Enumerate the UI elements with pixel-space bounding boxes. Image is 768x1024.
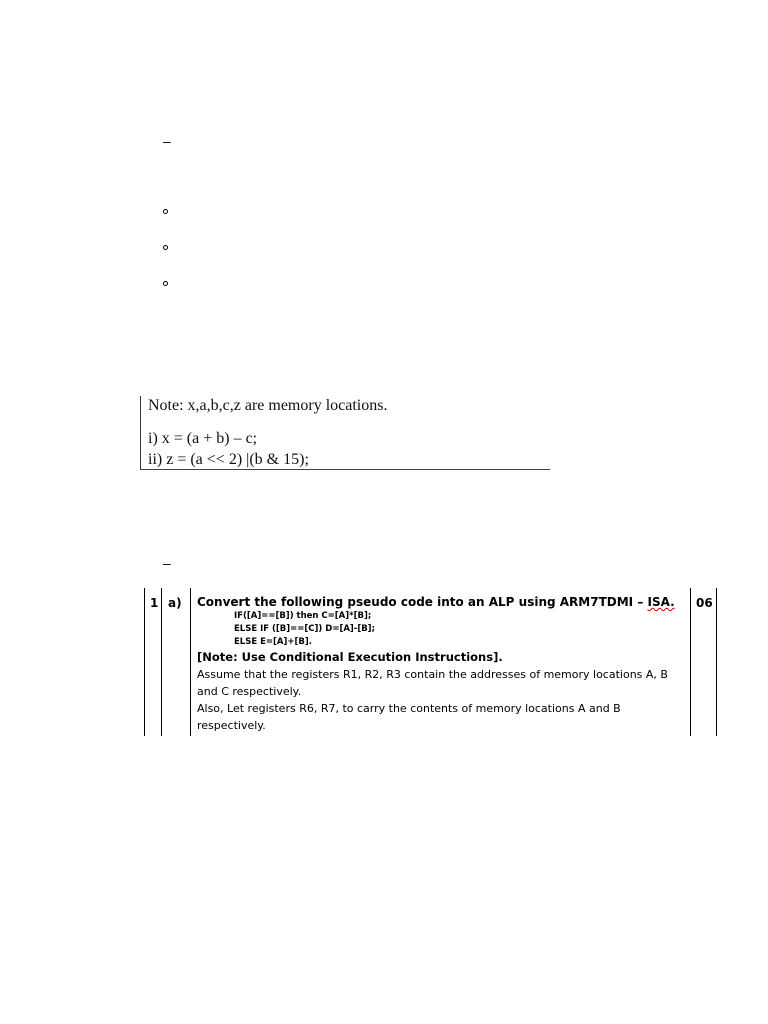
dash-mark: – <box>163 555 171 571</box>
question-text-line: and C respectively. <box>197 685 302 698</box>
bullet-icon <box>163 245 168 250</box>
table-border <box>690 588 691 736</box>
pseudo-code-line: IF([A]==[B]) then C=[A]*[B]; <box>234 611 372 621</box>
question-title-isa: ISA. <box>647 595 675 609</box>
pseudo-code-line: ELSE E=[A]+[B]. <box>234 637 312 647</box>
question-number: 1 <box>150 596 159 610</box>
table-border <box>190 588 191 736</box>
note-bottom-border <box>140 469 550 470</box>
table-border <box>144 588 145 736</box>
note-left-border <box>140 396 141 470</box>
question-title <box>197 595 687 610</box>
question-text-line: Also, Let registers R6, R7, to carry the contents of memory locations A and B <box>197 702 621 715</box>
note-line-2: i) x = (a + b) – c; <box>148 430 258 447</box>
question-title-text: Convert the following pseudo code into an ALP using ARM7TDMI – <box>197 595 648 609</box>
question-text-line: Assume that the registers R1, R2, R3 contain the addresses of memory locations A, B <box>197 668 668 681</box>
table-border <box>161 588 162 736</box>
question-sub-label: a) <box>168 596 182 610</box>
pseudo-code-line: ELSE IF ([B]==[C]) D=[A]-[B]; <box>234 624 375 634</box>
note-line-3: ii) z = (a << 2) |(b & 15); <box>148 451 309 468</box>
question-note: [Note: Use Conditional Execution Instructions]. <box>197 650 503 664</box>
dash-mark: – <box>163 133 171 149</box>
note-line-1: Note: x,a,b,c,z are memory locations. <box>148 397 388 414</box>
question-body <box>197 595 687 734</box>
bullet-icon <box>163 281 168 286</box>
table-border <box>716 588 717 736</box>
question-text-line: respectively. <box>197 719 266 732</box>
question-table <box>144 588 718 736</box>
question-marks: 06 <box>696 596 713 610</box>
note-image <box>140 392 550 472</box>
bullet-icon <box>163 209 168 214</box>
